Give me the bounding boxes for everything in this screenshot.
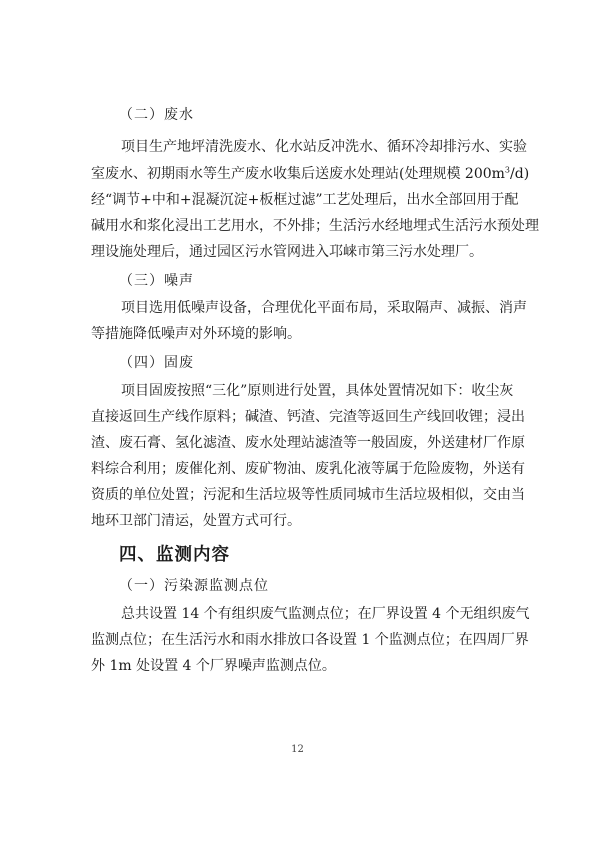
monitor-line-2: 监测点位；在生活污水和雨水排放口各设置 1 个监测点位；在四周厂界 (91, 632, 529, 648)
heading-wastewater: （二）废水 (119, 107, 194, 123)
wastewater-line-2 (91, 164, 529, 184)
monitor-line-3: 外 1m 处设置 4 个厂界噪声监测点位。 (91, 658, 336, 674)
noise-line-1: 项目选用低噪声设备，合理优化平面布局，采取隔声、减振、消声 (121, 300, 527, 316)
heading-solid-waste: （四）固废 (119, 355, 194, 371)
solid-line-2: 直接返回生产线作原料；碱渣、钙渣、完渣等返回生产线回收锂；浸出 (91, 409, 525, 425)
monitor-line-1: 总共设置 14 个有组织废气监测点位；在厂界设置 4 个无组织废气 (121, 606, 530, 622)
heading-noise: （三）噪声 (119, 273, 194, 289)
wastewater-line-4: 碱用水和浆化浸出工艺用水，不外排；生活污水经地埋式生活污水预处理 (91, 218, 539, 234)
wastewater-line-1: 项目生产地坪清洗废水、化水站反冲洗水、循环冷却排污水、实验 (121, 139, 527, 155)
heading-pollution-points: （一）污染源监测点位 (119, 578, 269, 594)
wastewater-unit-tail: /d) (510, 166, 530, 182)
solid-line-4: 料综合利用；废催化剂、废矿物油、废乳化液等属于危险废物，外送有 (91, 461, 525, 477)
wastewater-line-3: 经“调节+中和+混凝沉淀+板框过滤”工艺处理后，出水全部回用于配 (91, 192, 519, 208)
solid-line-3: 渣、废石膏、氢化滤渣、废水处理站滤渣等一般固废，外送建材厂作原 (91, 435, 525, 451)
solid-line-1: 项目固废按照“三化”原则进行处置，具体处置情况如下：收尘灰 (121, 383, 514, 399)
page-number: 12 (291, 744, 304, 755)
wastewater-line-2-text: 室废水、初期雨水等生产废水收集后送废水处理站(处理规模 200m (91, 166, 505, 182)
solid-line-6: 地环卫部门清运，处置方式可行。 (91, 513, 301, 529)
wastewater-line-5: 理设施处理后，通过园区污水管网进入邛崃市第三污水处理厂。 (91, 244, 483, 260)
noise-line-2: 等措施降低噪声对外环境的影响。 (91, 326, 301, 342)
heading-monitoring: 四、监测内容 (119, 545, 230, 565)
solid-line-5: 资质的单位处置；污泥和生活垃圾等性质同城市生活垃圾相似，交由当 (91, 487, 525, 503)
wastewater-unit-sup: 3 (504, 165, 511, 175)
